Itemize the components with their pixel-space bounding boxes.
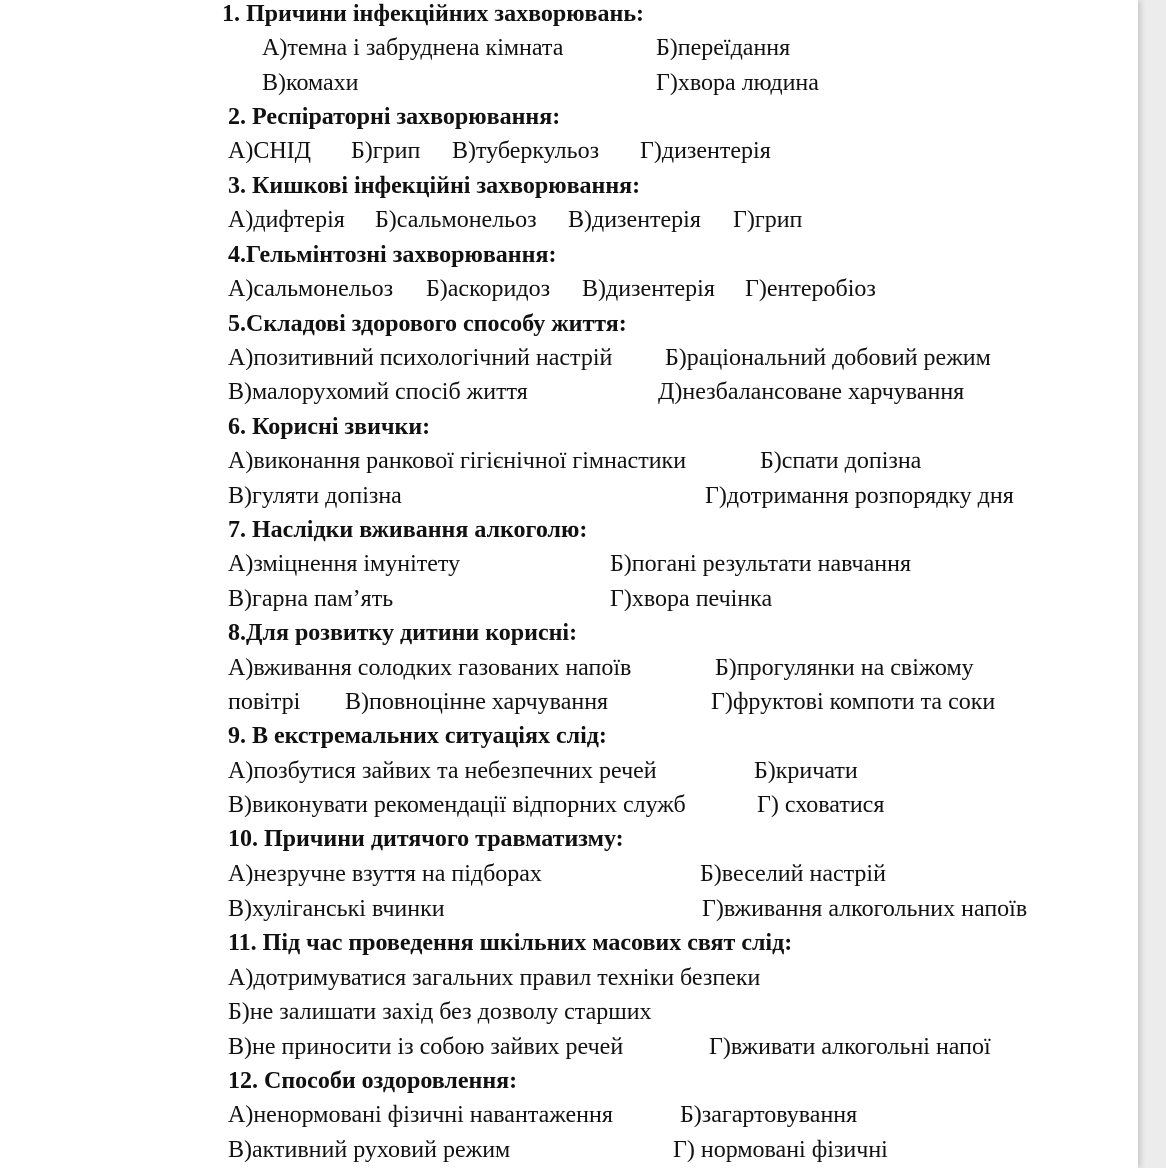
answer-option: А)позитивний психологічний настрій [228,345,613,371]
answer-option: В)малорухомий спосіб життя [228,379,528,405]
answer-row [0,547,1138,581]
answer-row [0,444,1138,478]
question-title [0,307,1138,341]
question-10-title: 10. Причини дитячого травматизму: [228,826,624,852]
answer-option: Б)кричати [754,758,858,784]
answer-option: В)туберкульоз [452,138,600,164]
answer-option: В)дизентерія [568,207,701,233]
answer-row [0,1098,1138,1132]
question-4-title: 4.Гельмінтозні захворювання: [228,242,557,268]
answer-option: Г)вживати алкогольні напої [709,1034,991,1060]
answer-option: А)темна і забруднена кімната [262,35,564,61]
answer-row [0,479,1138,513]
question-title [0,616,1138,650]
question-3-title: 3. Кишкові інфекційні захворювання: [228,173,641,199]
answer-option: А)виконання ранкової гігієнічної гімнастики [228,448,687,474]
answer-row [0,375,1138,409]
answer-row [0,995,1138,1029]
answer-option: А)вживання солодких газованих напоїв [228,655,632,681]
answer-row [0,66,1138,100]
answer-row [0,857,1138,891]
answer-row [0,1030,1138,1064]
question-11-title: 11. Під час проведення шкільних масових свят слід: [228,930,793,956]
answer-option: Г) нормовані фізичні [673,1137,888,1163]
question-8-title: 8.Для розвитку дитини корисні: [228,620,578,646]
answer-row [0,651,1138,685]
answer-option: А)сальмонельоз [228,276,394,302]
answer-option: Г)дизентерія [640,138,771,164]
answer-option: Б)аскоридоз [426,276,551,302]
answer-option: Б)не залишати захід без дозволу старших [228,999,652,1025]
question-2-title: 2. Респіраторні захворювання: [228,104,561,130]
answer-option: повітрі [228,689,301,715]
answer-row [0,31,1138,65]
answer-row [0,203,1138,237]
answer-option: Г)хвора людина [656,70,819,96]
question-title [0,238,1138,272]
answer-row [0,788,1138,822]
answer-row [0,582,1138,616]
answer-option: Г)хвора печінка [610,586,773,612]
answer-option: Б)сальмонельоз [375,207,537,233]
question-title [0,822,1138,856]
answer-option: Б)загартовування [680,1102,858,1128]
answer-option: В)не приносити із собою зайвих речей [228,1034,624,1060]
answer-option: В)виконувати рекомендації відпорних служб [228,792,686,818]
question-1-title: 1. Причини інфекційних захворювань: [222,1,645,27]
answer-row [0,272,1138,306]
answer-option: Г)ентеробіоз [745,276,876,302]
answer-row [0,1133,1138,1167]
answer-option: В)дизентерія [582,276,715,302]
answer-option: Б)погані результати навчання [610,551,912,577]
answer-option: В)повноцінне харчування [345,689,609,715]
answer-option: Б)веселий настрій [700,861,886,887]
answer-option: А)дотримуватися загальних правил техніки безпеки [228,965,761,991]
question-title [0,719,1138,753]
answer-row [0,341,1138,375]
answer-option: А)дифтерія [228,207,345,233]
question-7-title: 7. Наслідки вживання алкоголю: [228,517,588,543]
question-title [0,926,1138,960]
answer-option: А)ненормовані фізичні навантаження [228,1102,613,1128]
question-title [0,1064,1138,1098]
answer-option: Г)грип [733,207,803,233]
answer-option: А)незручне взуття на підборах [228,861,542,887]
answer-option: А)зміцнення імунітету [228,551,461,577]
answer-option: Б)раціональний добовий режим [665,345,991,371]
answer-row [0,961,1138,995]
answer-option: Б)прогулянки на свіжому [715,655,974,681]
answer-row [0,134,1138,168]
question-9-title: 9. В екстремальних ситуаціях слід: [228,723,607,749]
question-5-title: 5.Складові здорового способу життя: [228,311,627,337]
question-12-title: 12. Способи оздоровлення: [228,1068,518,1094]
answer-option: Б)спати допізна [760,448,922,474]
question-title [0,410,1138,444]
answer-option: В)гарна пам’ять [228,586,394,612]
question-title [0,100,1138,134]
question-6-title: 6. Корисні звички: [228,414,431,440]
question-title [0,513,1138,547]
answer-option: Г)фруктові компоти та соки [711,689,996,715]
answer-option: Г)вживання алкогольних напоїв [702,896,1028,922]
answer-row [0,754,1138,788]
answer-row [0,685,1138,719]
answer-option: Б)переїдання [656,35,791,61]
question-title [0,169,1138,203]
answer-option: Б)грип [351,138,421,164]
answer-option: В)хуліганські вчинки [228,896,445,922]
answer-row [0,892,1138,926]
answer-option: В)комахи [262,70,359,96]
answer-option: А)позбутися зайвих та небезпечних речей [228,758,657,784]
answer-option: В)гуляти допізна [228,483,402,509]
answer-option: Г) сховатися [757,792,885,818]
answer-option: В)активний руховий режим [228,1137,511,1163]
answer-option: А)СНІД [228,138,312,164]
question-title [0,0,1138,31]
answer-option: Д)незбалансоване харчування [658,379,965,405]
answer-option: Г)дотримання розпорядку дня [705,483,1014,509]
